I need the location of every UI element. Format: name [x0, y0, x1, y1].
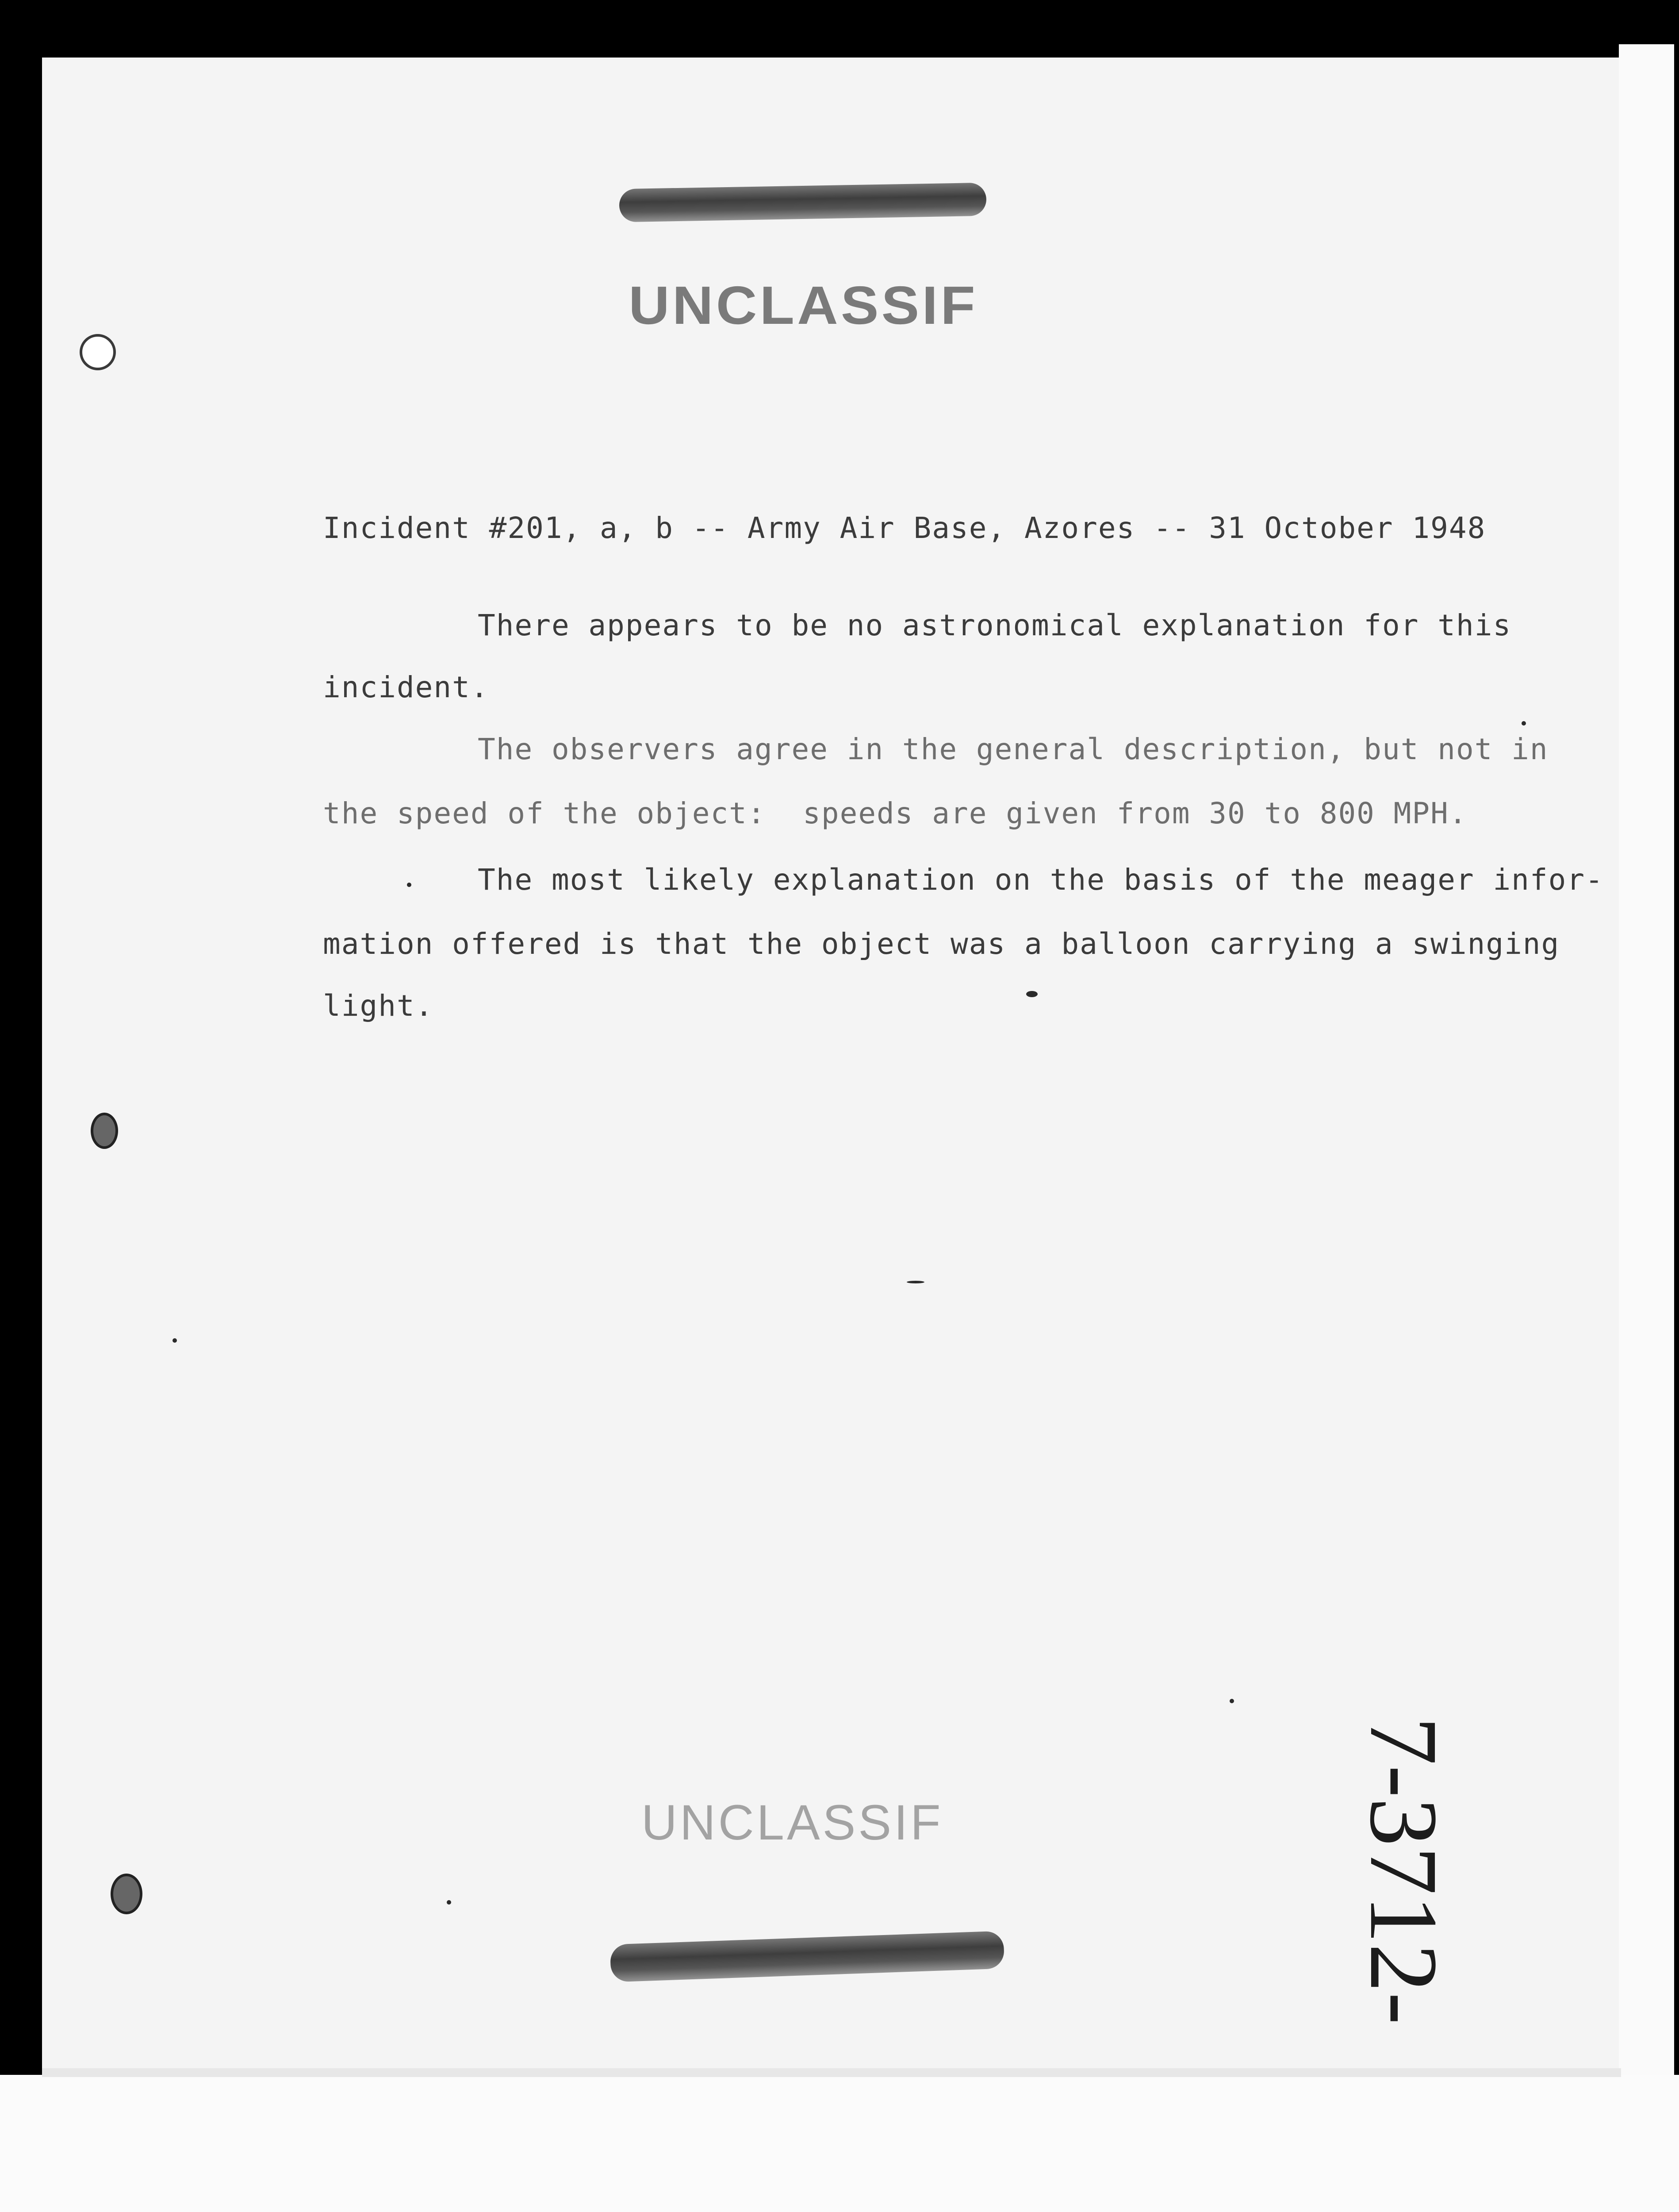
- classification-stamp-bottom: UNCLASSIF: [641, 1795, 943, 1850]
- body-line-3: The observers agree in the general description, but not in: [478, 732, 1549, 766]
- speck: [447, 1900, 451, 1905]
- classification-stamp-top: UNCLASSIF: [629, 275, 978, 335]
- bottom-margin-strip: [0, 2075, 1679, 2212]
- body-line-1: There appears to be no astronomical explanation for this: [478, 608, 1512, 642]
- speck: [907, 1281, 924, 1283]
- speck: [1522, 721, 1526, 726]
- speck: [1230, 1699, 1234, 1703]
- speck: [172, 1338, 177, 1343]
- margin-handwriting: 7-3712-: [1350, 1717, 1458, 2025]
- redaction-smear-top: [619, 183, 986, 222]
- body-line-7: light.: [323, 989, 434, 1023]
- body-line-4: the speed of the object: speeds are given from 30 to 800 MPH.: [323, 796, 1468, 830]
- body-line-5: The most likely explanation on the basis of the meager infor-: [478, 863, 1604, 897]
- sheet-bottom-edge: [42, 2068, 1621, 2077]
- punch-hole-bottom: [111, 1874, 142, 1914]
- speck: [1026, 991, 1038, 997]
- top-border: [0, 0, 1679, 49]
- incident-heading: Incident #201, a, b -- Army Air Base, Azores -- 31 October 1948: [323, 511, 1486, 545]
- body-line-2: incident.: [323, 670, 489, 704]
- punch-hole-top: [80, 334, 116, 370]
- punch-hole-middle: [91, 1113, 118, 1149]
- body-line-6: mation offered is that the object was a balloon carrying a swinging: [323, 927, 1560, 961]
- speck: [407, 883, 411, 887]
- right-margin-strip: [1619, 44, 1674, 2212]
